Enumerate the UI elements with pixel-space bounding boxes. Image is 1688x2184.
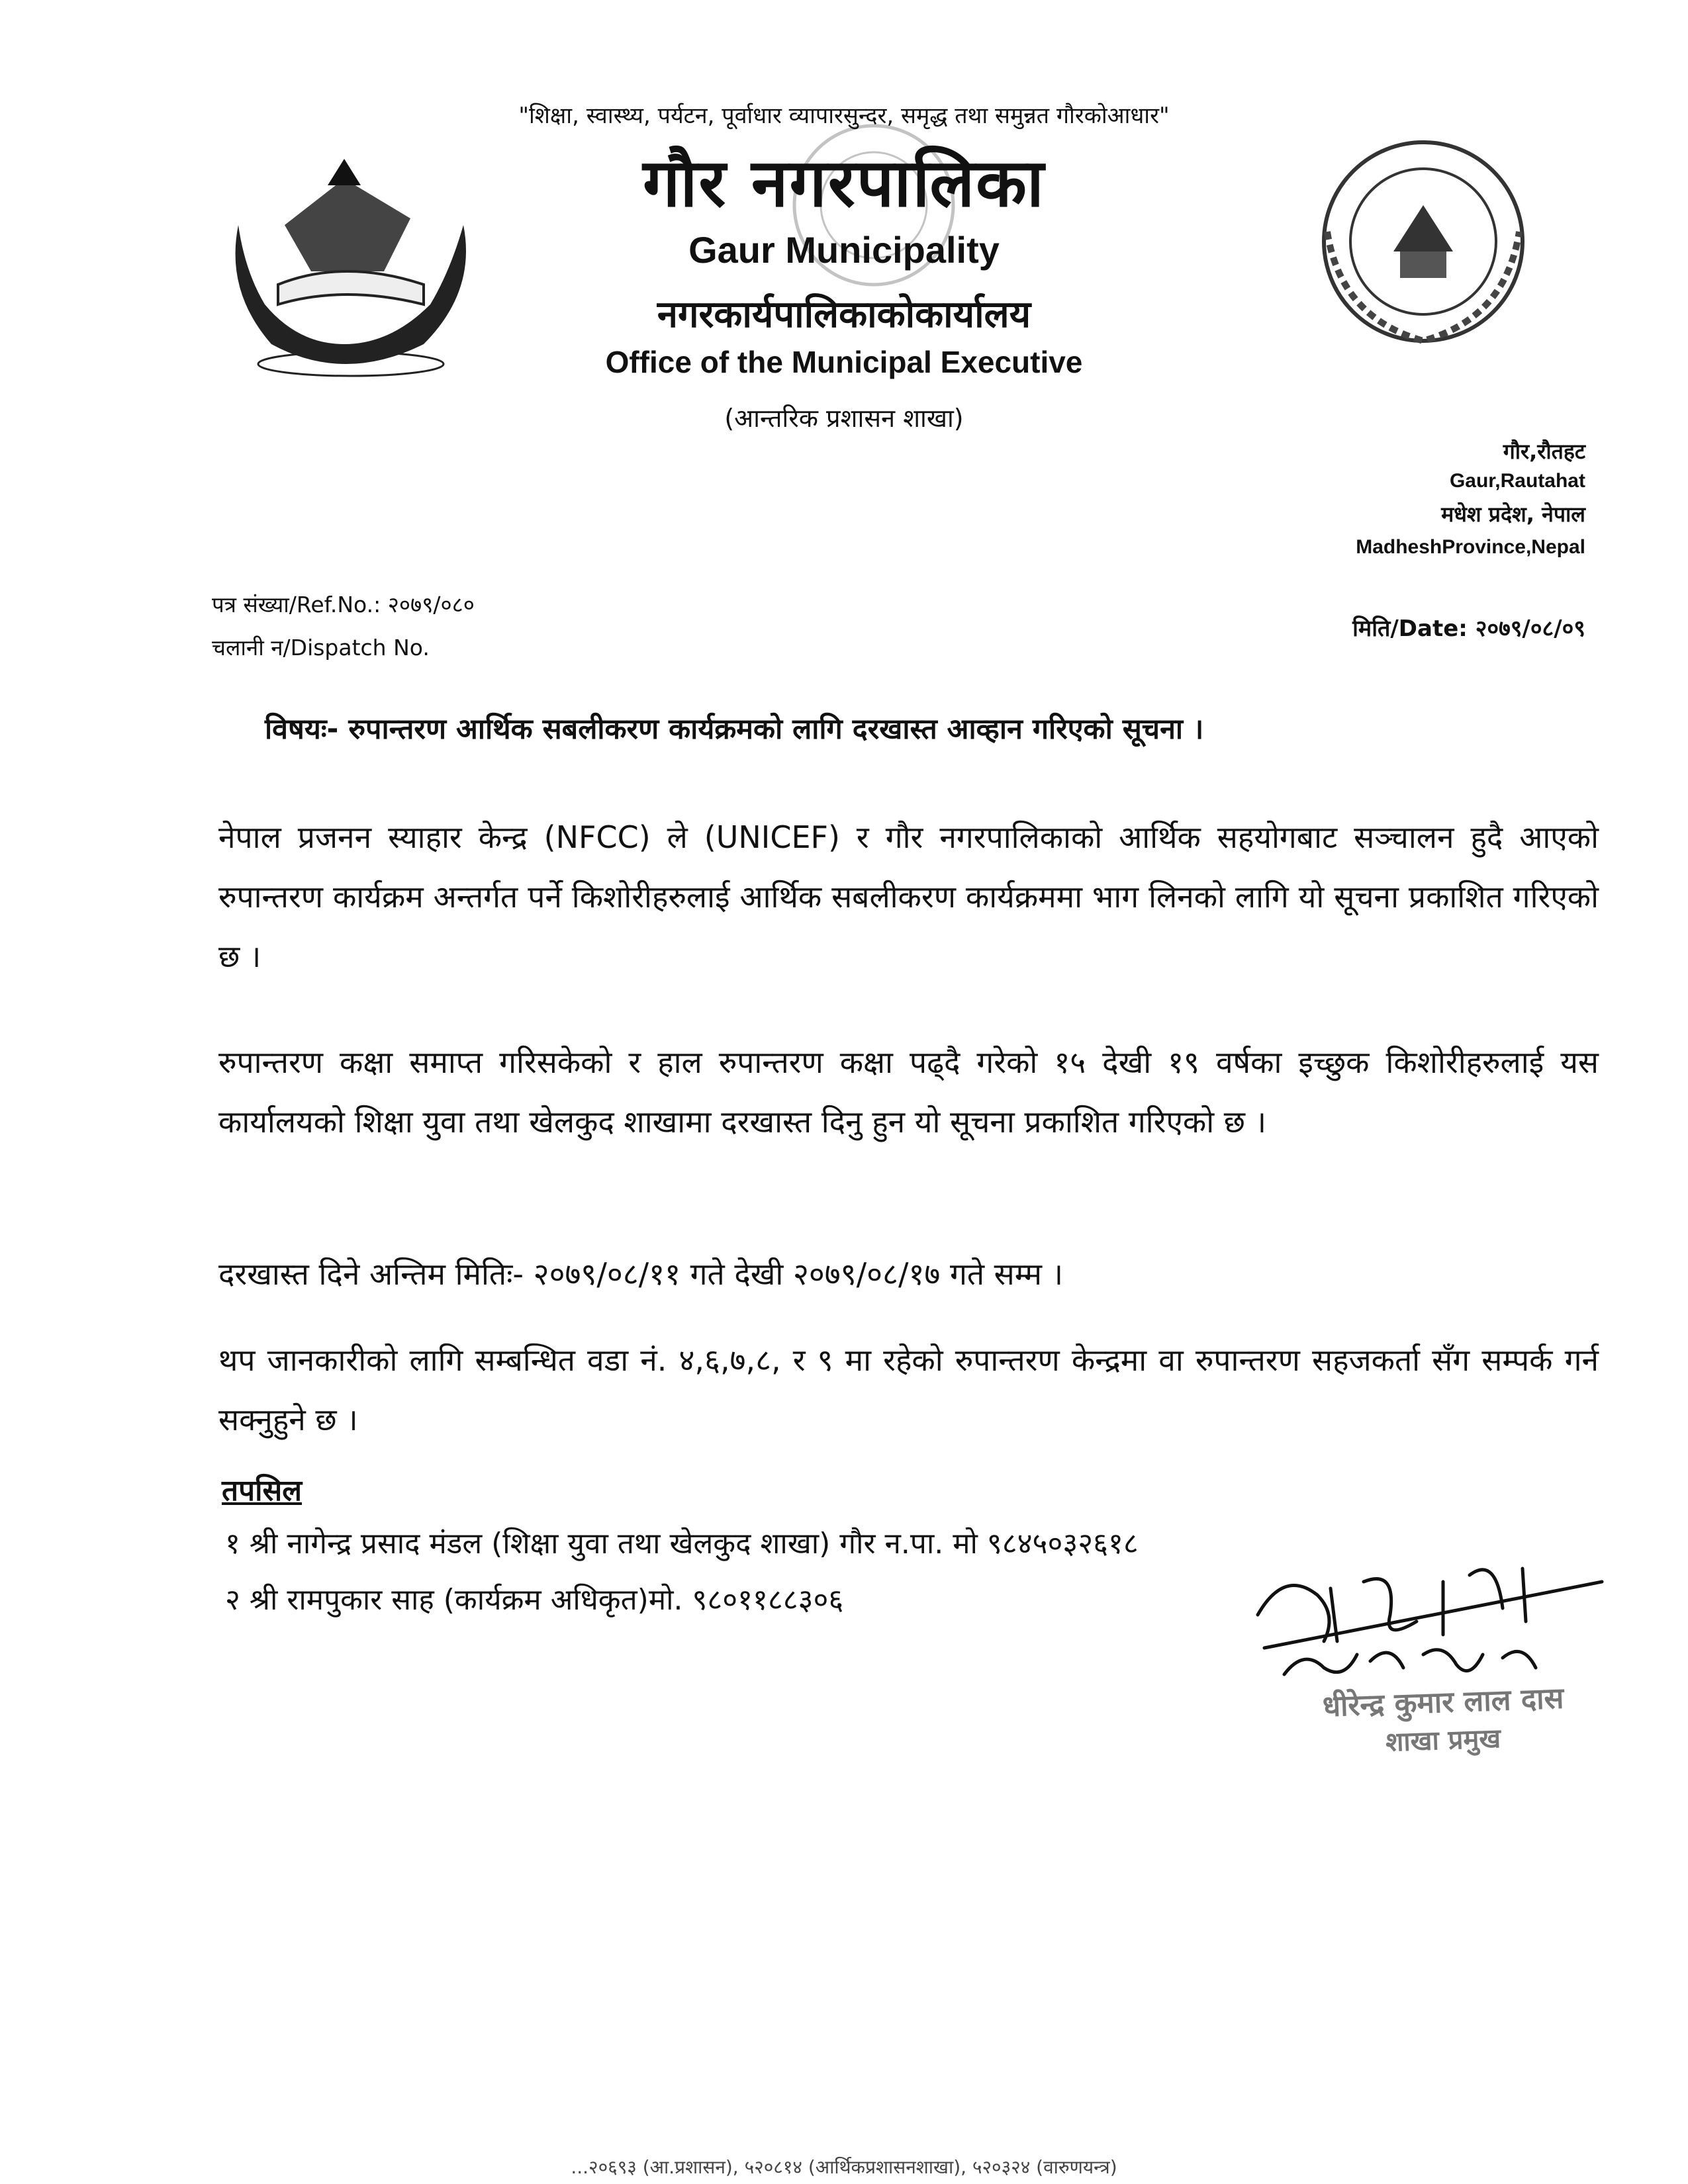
annex-item: १ श्री नागेन्द्र प्रसाद मंडल (शिक्षा युवा तथा खेलकुद शाखा) गौर न.पा. मो ९८४५०३२६१८ xyxy=(225,1527,1139,1561)
address-line-3: मधेश प्रदेश, नेपाल xyxy=(1441,502,1585,527)
body-paragraph-2: रुपान्तरण कक्षा समाप्त गरिसकेको र हाल रुपान्तरण कक्षा पढ्दै गरेको १५ देखी १९ वर्षका इच्छुक किशोरीहरुलाई यस कार्यालयको शिक्षा युवा तथा खेलकुद शाखामा दरखास्त दिनु हुन यो सूचना प्रकाशित गरिएको छ । xyxy=(218,1044,1599,1140)
address-line-2: Gaur,Rautahat xyxy=(1449,470,1585,492)
footer-contact: ...२०६९३ (आ.प्रशासन), ५२०८१४ (आर्थिकप्रशासनशाखा), ५२०३२४ (वारुणयन्त्र) xyxy=(571,2156,1117,2178)
reference-number: पत्र संख्या/Ref.No.: २०७९/०८० xyxy=(212,592,475,617)
body-paragraph-1: नेपाल प्रजनन स्याहार केन्द्र (NFCC) ले (UNICEF) र गौर नगरपालिकाको आर्थिक सहयोगबाट सञ्चालन हुदै आएको रुपान्तरण कार्यक्रम अन्तर्गत पर्ने किशोरीहरुलाई आर्थिक सबलीकरण कार्यक्रममा भाग लिनको लागि यो सूचना प्रकाशित गरिएको छ । xyxy=(218,819,1599,974)
office-name-nepali: नगरकार्यपालिकाकोकार्यालय xyxy=(657,293,1031,336)
municipality-title-english: Gaur Municipality xyxy=(688,229,1000,271)
municipality-title-nepali: गौर नगरपालिका xyxy=(643,144,1045,222)
signatory-title-stamp: शाखा प्रमुख xyxy=(1385,1723,1501,1758)
office-name-english: Office of the Municipal Executive xyxy=(605,345,1083,379)
body-paragraph-4: थप जानकारीको लागि सम्बन्धित वडा नं. ४,६,७,८, र ९ मा रहेको रुपान्तरण केन्द्रमा वा रुपान्तरण सहजकर्ता सँग सम्पर्क गर्न सक्नुहुने छ । xyxy=(218,1342,1599,1437)
body-paragraph-3: दरखास्त दिने अन्तिम मितिः- २०७९/०८/११ गते देखी २०७९/०८/१७ गते सम्म । xyxy=(218,1256,1064,1292)
handwritten-signature xyxy=(1244,1542,1615,1690)
address-line-4: MadheshProvince,Nepal xyxy=(1356,536,1585,558)
section-name: (आन्तरिक प्रशासन शाखा) xyxy=(724,404,964,433)
address-line-1: गौर,रौतहट xyxy=(1503,439,1585,464)
subject-line: विषयः- रुपान्तरण आर्थिक सबलीकरण कार्यक्रमको लागि दरखास्त आव्हान गरिएको सूचना । xyxy=(265,713,1204,746)
letter-date: मिति/Date: २०७९/०८/०९ xyxy=(1352,615,1585,642)
slogan: "शिक्षा, स्वास्थ्य, पर्यटन, पूर्वाधार व्यापारसुन्दर, समृद्ध तथा समुन्नत गौरकोआधार" xyxy=(518,103,1170,129)
annex-item: २ श्री रामपुकार साह (कार्यक्रम अधिकृत)मो. ९८०११८८३०६ xyxy=(225,1583,844,1617)
annex-heading: तपसिल xyxy=(222,1474,303,1508)
signatory-name-stamp: धीरेन्द्र कुमार लाल दास xyxy=(1322,1681,1565,1724)
dispatch-number: चलानी न/Dispatch No. xyxy=(212,635,430,660)
